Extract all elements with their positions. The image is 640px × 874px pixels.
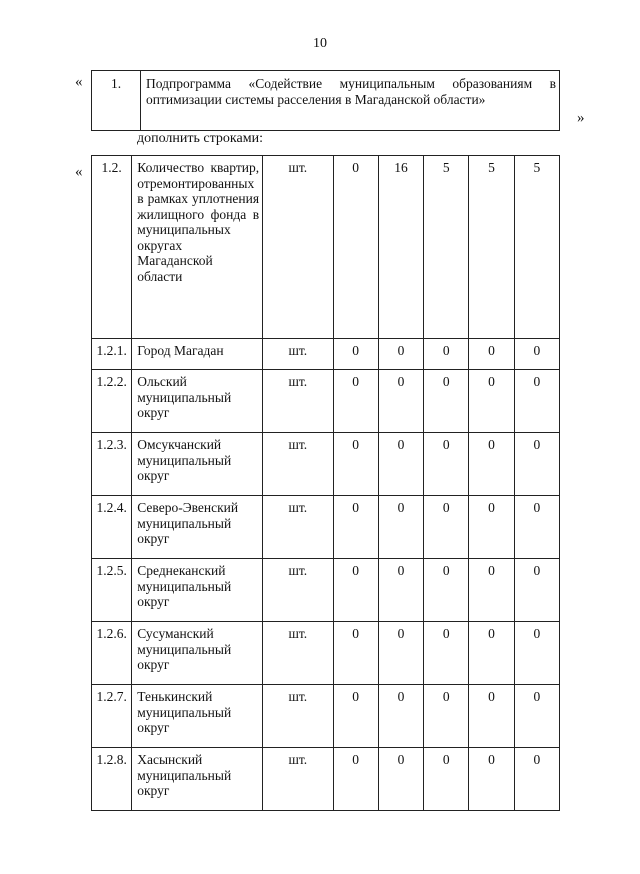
row-value: 0 bbox=[469, 433, 514, 496]
row-value: 5 bbox=[514, 156, 559, 339]
table-row bbox=[92, 339, 560, 370]
subprogram-table bbox=[91, 70, 560, 131]
row-number: 1.2.3. bbox=[92, 433, 132, 496]
row-value: 0 bbox=[514, 496, 559, 559]
row-value: 0 bbox=[378, 370, 423, 433]
row-name: Тенькинский муниципальный округ bbox=[132, 685, 263, 748]
subprogram-number: 1. bbox=[92, 71, 141, 131]
row-value: 0 bbox=[378, 559, 423, 622]
table-row bbox=[92, 370, 560, 433]
opening-quote: « bbox=[75, 74, 83, 90]
row-number: 1.2.4. bbox=[92, 496, 132, 559]
opening-quote: « bbox=[75, 164, 83, 180]
row-value: 0 bbox=[469, 685, 514, 748]
table-row bbox=[92, 433, 560, 496]
row-value: 16 bbox=[378, 156, 423, 339]
row-number: 1.2.7. bbox=[92, 685, 132, 748]
row-value: 0 bbox=[469, 496, 514, 559]
row-value: 0 bbox=[378, 496, 423, 559]
table-row bbox=[92, 748, 560, 811]
row-value: 0 bbox=[378, 748, 423, 811]
row-value: 0 bbox=[514, 370, 559, 433]
row-value: 0 bbox=[424, 748, 469, 811]
row-value: 0 bbox=[333, 370, 378, 433]
row-name: Количество квартир, отремонтированных в рамках уплотнения жилищного фонда в муниципальных округах Магаданской области bbox=[132, 156, 263, 339]
row-value: 0 bbox=[469, 559, 514, 622]
row-value: 0 bbox=[333, 496, 378, 559]
row-number: 1.2.8. bbox=[92, 748, 132, 811]
row-value: 0 bbox=[469, 339, 514, 370]
row-number: 1.2.5. bbox=[92, 559, 132, 622]
row-value: 0 bbox=[514, 339, 559, 370]
row-value: 0 bbox=[333, 559, 378, 622]
row-value: 0 bbox=[333, 339, 378, 370]
row-value: 0 bbox=[424, 370, 469, 433]
row-value: 0 bbox=[514, 622, 559, 685]
row-number: 1.2.6. bbox=[92, 622, 132, 685]
row-value: 0 bbox=[514, 748, 559, 811]
subprogram-row bbox=[92, 71, 560, 131]
row-value: 0 bbox=[424, 433, 469, 496]
row-value: 0 bbox=[333, 622, 378, 685]
row-value: 0 bbox=[378, 685, 423, 748]
row-name: Омсукчанский муниципальный округ bbox=[132, 433, 263, 496]
row-value: 0 bbox=[333, 748, 378, 811]
table-row bbox=[92, 496, 560, 559]
row-value: 0 bbox=[333, 433, 378, 496]
row-unit: шт. bbox=[263, 370, 333, 433]
row-value: 0 bbox=[424, 559, 469, 622]
indicators-table-body bbox=[92, 156, 560, 811]
row-name: Хасынский муниципальный округ bbox=[132, 748, 263, 811]
row-value: 0 bbox=[424, 339, 469, 370]
row-value: 0 bbox=[378, 622, 423, 685]
page-number: 10 bbox=[313, 36, 327, 51]
row-number: 1.2.1. bbox=[92, 339, 132, 370]
row-number: 1.2. bbox=[92, 156, 132, 339]
row-name: Северо-Эвенский муниципальный округ bbox=[132, 496, 263, 559]
row-value: 0 bbox=[514, 685, 559, 748]
row-value: 0 bbox=[514, 433, 559, 496]
row-unit: шт. bbox=[263, 748, 333, 811]
indicators-table bbox=[91, 155, 560, 811]
row-value: 0 bbox=[424, 622, 469, 685]
row-unit: шт. bbox=[263, 559, 333, 622]
row-value: 5 bbox=[424, 156, 469, 339]
row-unit: шт. bbox=[263, 433, 333, 496]
subprogram-title: Подпрограмма «Содействие муниципальным образованиям в оптимизации системы расселения в Магаданской области» bbox=[141, 71, 560, 131]
row-unit: шт. bbox=[263, 339, 333, 370]
row-value: 0 bbox=[424, 685, 469, 748]
row-value: 0 bbox=[514, 559, 559, 622]
row-value: 0 bbox=[469, 622, 514, 685]
table-row bbox=[92, 559, 560, 622]
row-value: 0 bbox=[333, 156, 378, 339]
row-unit: шт. bbox=[263, 622, 333, 685]
row-value: 0 bbox=[378, 433, 423, 496]
instruction-text: дополнить строками: bbox=[137, 131, 263, 146]
table-row bbox=[92, 685, 560, 748]
table-row-main bbox=[92, 156, 560, 339]
row-value: 0 bbox=[333, 685, 378, 748]
row-number: 1.2.2. bbox=[92, 370, 132, 433]
closing-quote: » bbox=[577, 110, 585, 126]
row-unit: шт. bbox=[263, 496, 333, 559]
row-unit: шт. bbox=[263, 156, 333, 339]
row-unit: шт. bbox=[263, 685, 333, 748]
row-value: 5 bbox=[469, 156, 514, 339]
row-name: Ольский муниципальный округ bbox=[132, 370, 263, 433]
table-row bbox=[92, 622, 560, 685]
row-value: 0 bbox=[469, 370, 514, 433]
row-name: Среднеканский муниципальный округ bbox=[132, 559, 263, 622]
row-name: Сусуманский муниципальный округ bbox=[132, 622, 263, 685]
row-value: 0 bbox=[378, 339, 423, 370]
row-value: 0 bbox=[424, 496, 469, 559]
row-name: Город Магадан bbox=[132, 339, 263, 370]
row-value: 0 bbox=[469, 748, 514, 811]
